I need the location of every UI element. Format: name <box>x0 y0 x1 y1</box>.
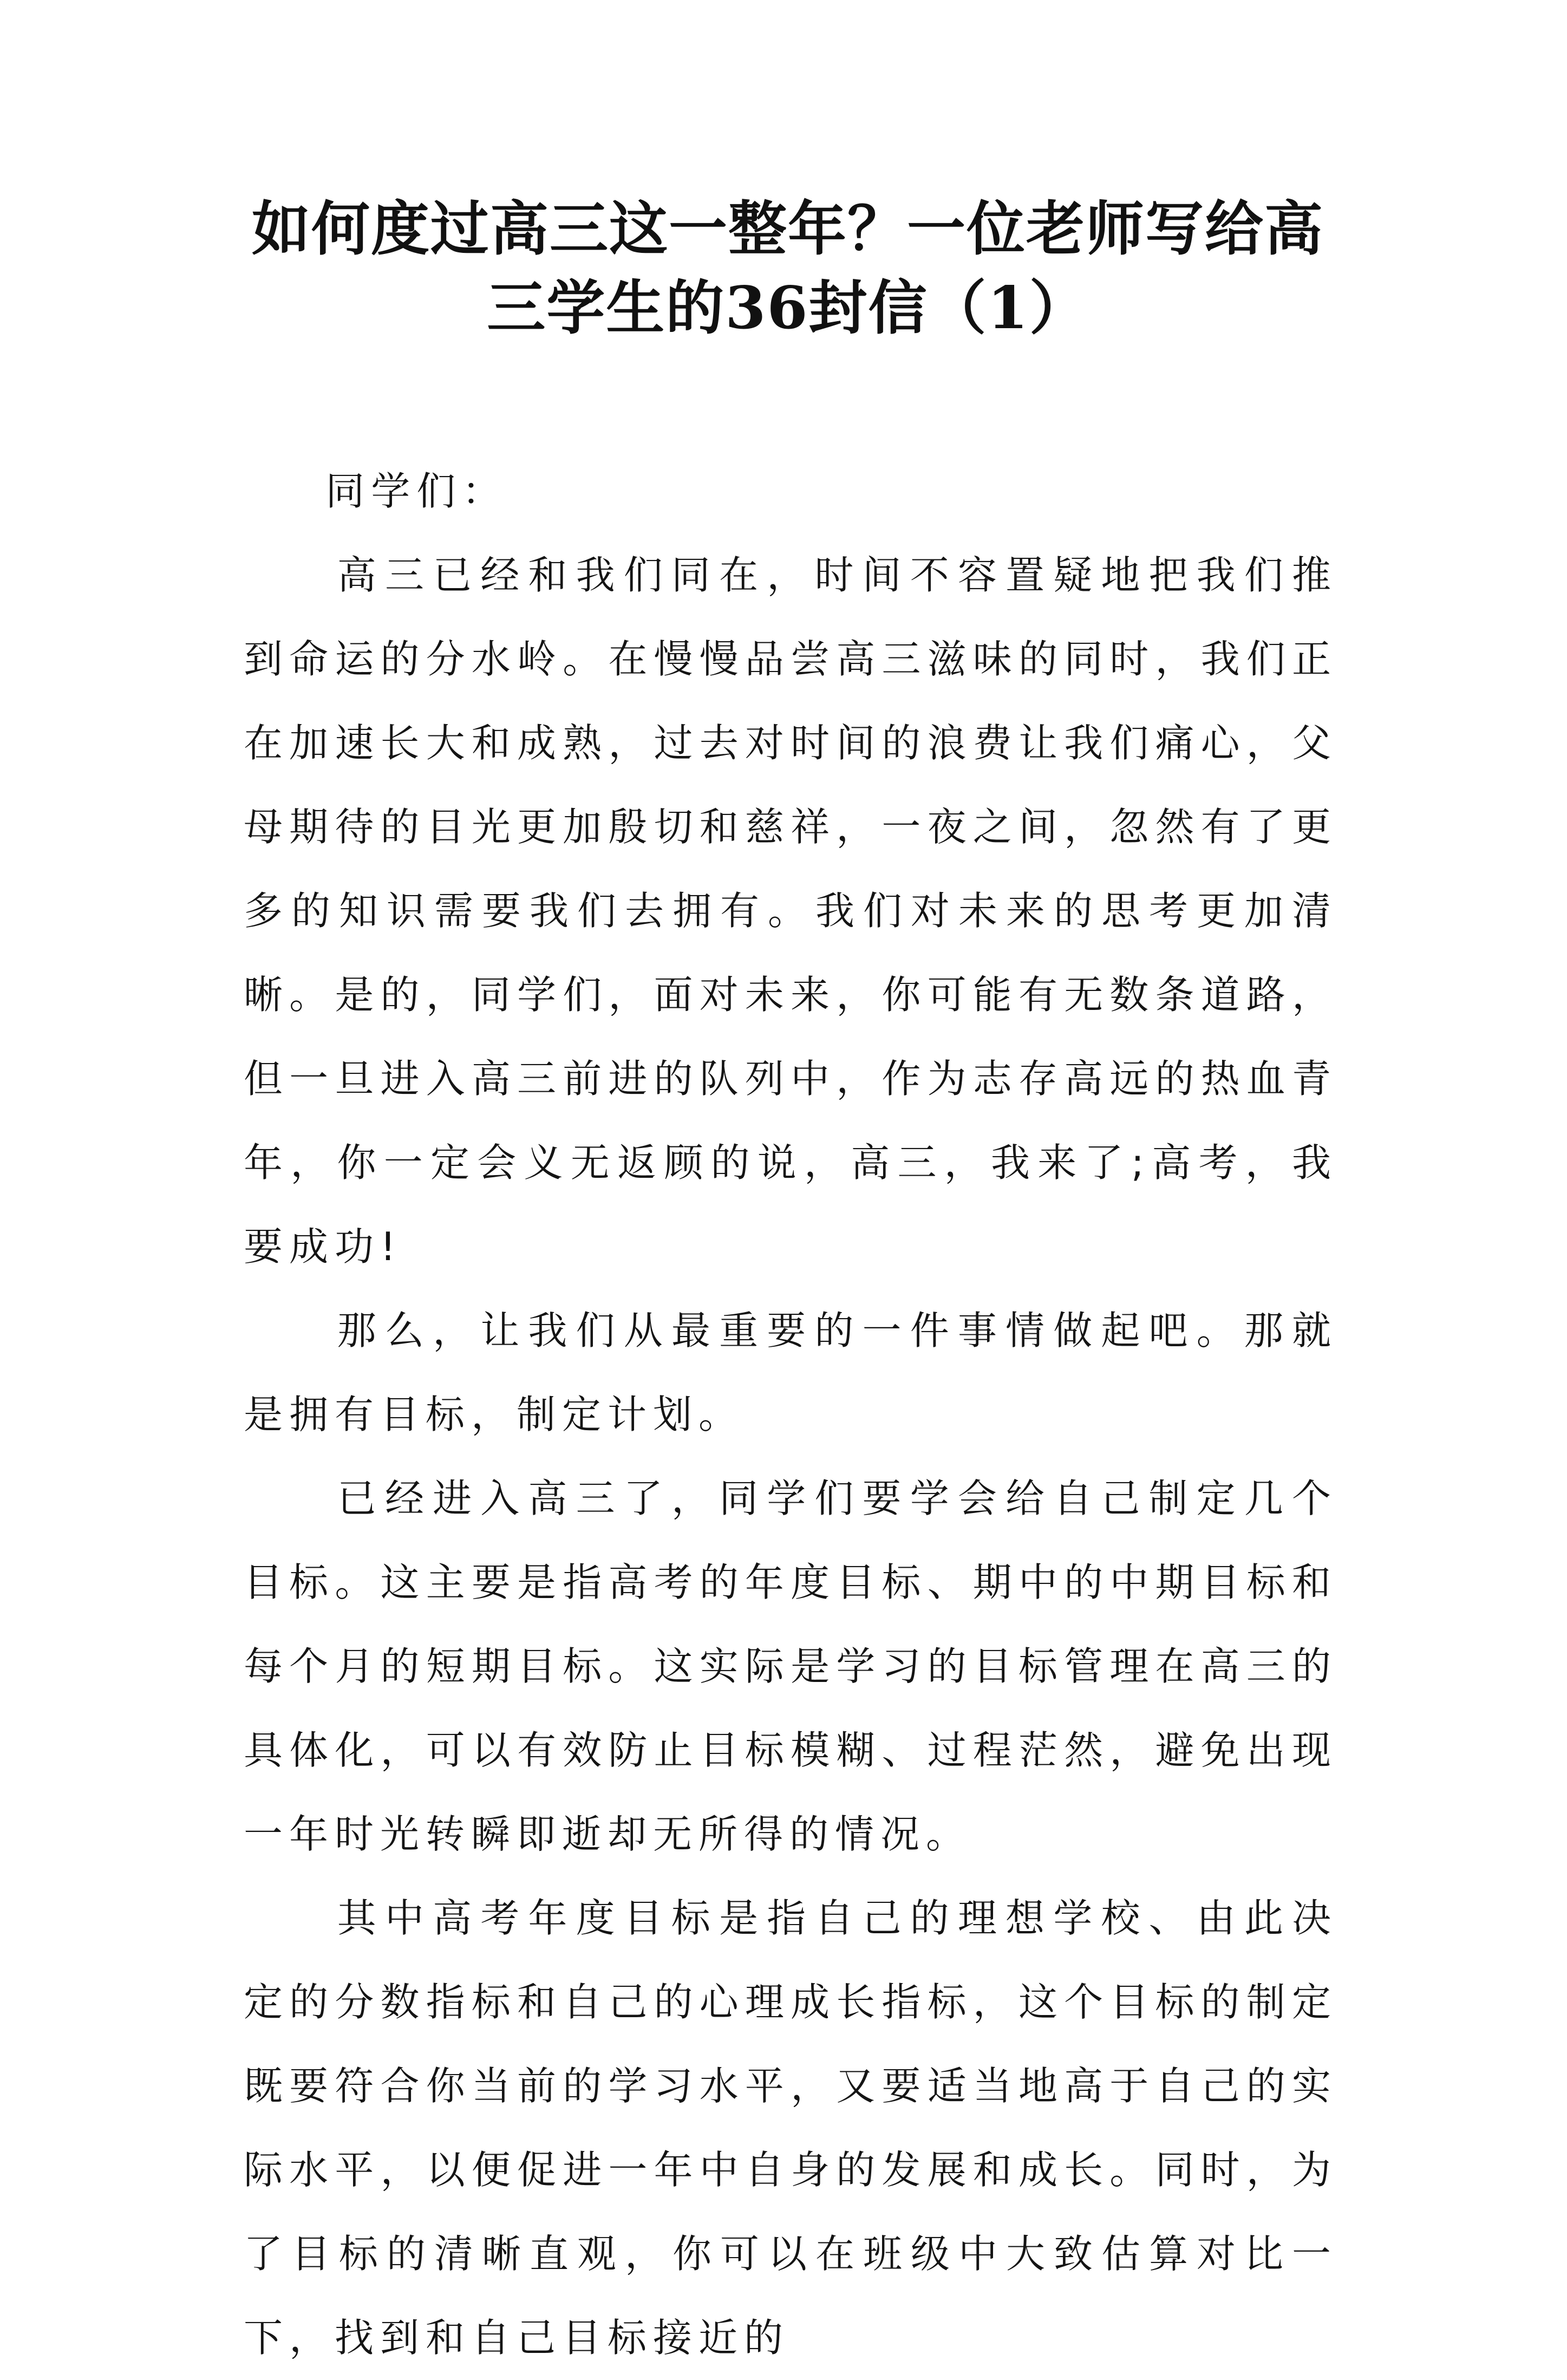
paragraph-1: 高三已经和我们同在，时间不容置疑地把我们推到命运的分水岭。在慢慢品尝高三滋味的同时，我们正在加速长大和成熟，过去对时间的浪费让我们痛心，父母期待的目光更加殷切和慈祥，一夜之间，忽然有了更多的知识需要我们去拥有。我们对未来的思考更加清晰。是的，同学们，面对未来，你可能有无数条道路，但一旦进入高三前进的队列中，作为志存高远的热血青年，你一定会义无返顾的说，高三，我来了;高考，我要成功! <box>244 552 1337 1269</box>
title-line-2: 三学生的36封信（1） <box>487 274 1089 342</box>
salutation: 同学们： <box>325 468 508 514</box>
title-line-1: 如何度过高三这一整年？一位老师写给高 <box>251 195 1324 263</box>
letter-body <box>244 449 1337 2380</box>
paragraph-4: 其中高考年度目标是指自己的理想学校、由此决定的分数指标和自己的心理成长指标，这个目标的制定既要符合你当前的学习水平，又要适当地高于自己的实际水平，以便促进一年中自身的发展和成长。同时，为了目标的清晰直观，你可以在班级中大致估算对比一下，找到和自己目标接近的 <box>244 1895 1337 2361</box>
paragraph-2: 那么，让我们从最重要的一件事情做起吧。那就是拥有目标，制定计划。 <box>244 1308 1337 1437</box>
paragraph-3: 已经进入高三了，同学们要学会给自己制定几个目标。这主要是指高考的年度目标、期中的中期目标和每个月的短期目标。这实际是学习的目标管理在高三的具体化，可以有效防止目标模糊、过程茫然，避免出现一年时光转瞬即逝却无所得的情况。 <box>244 1476 1337 1857</box>
document-title <box>244 190 1332 348</box>
